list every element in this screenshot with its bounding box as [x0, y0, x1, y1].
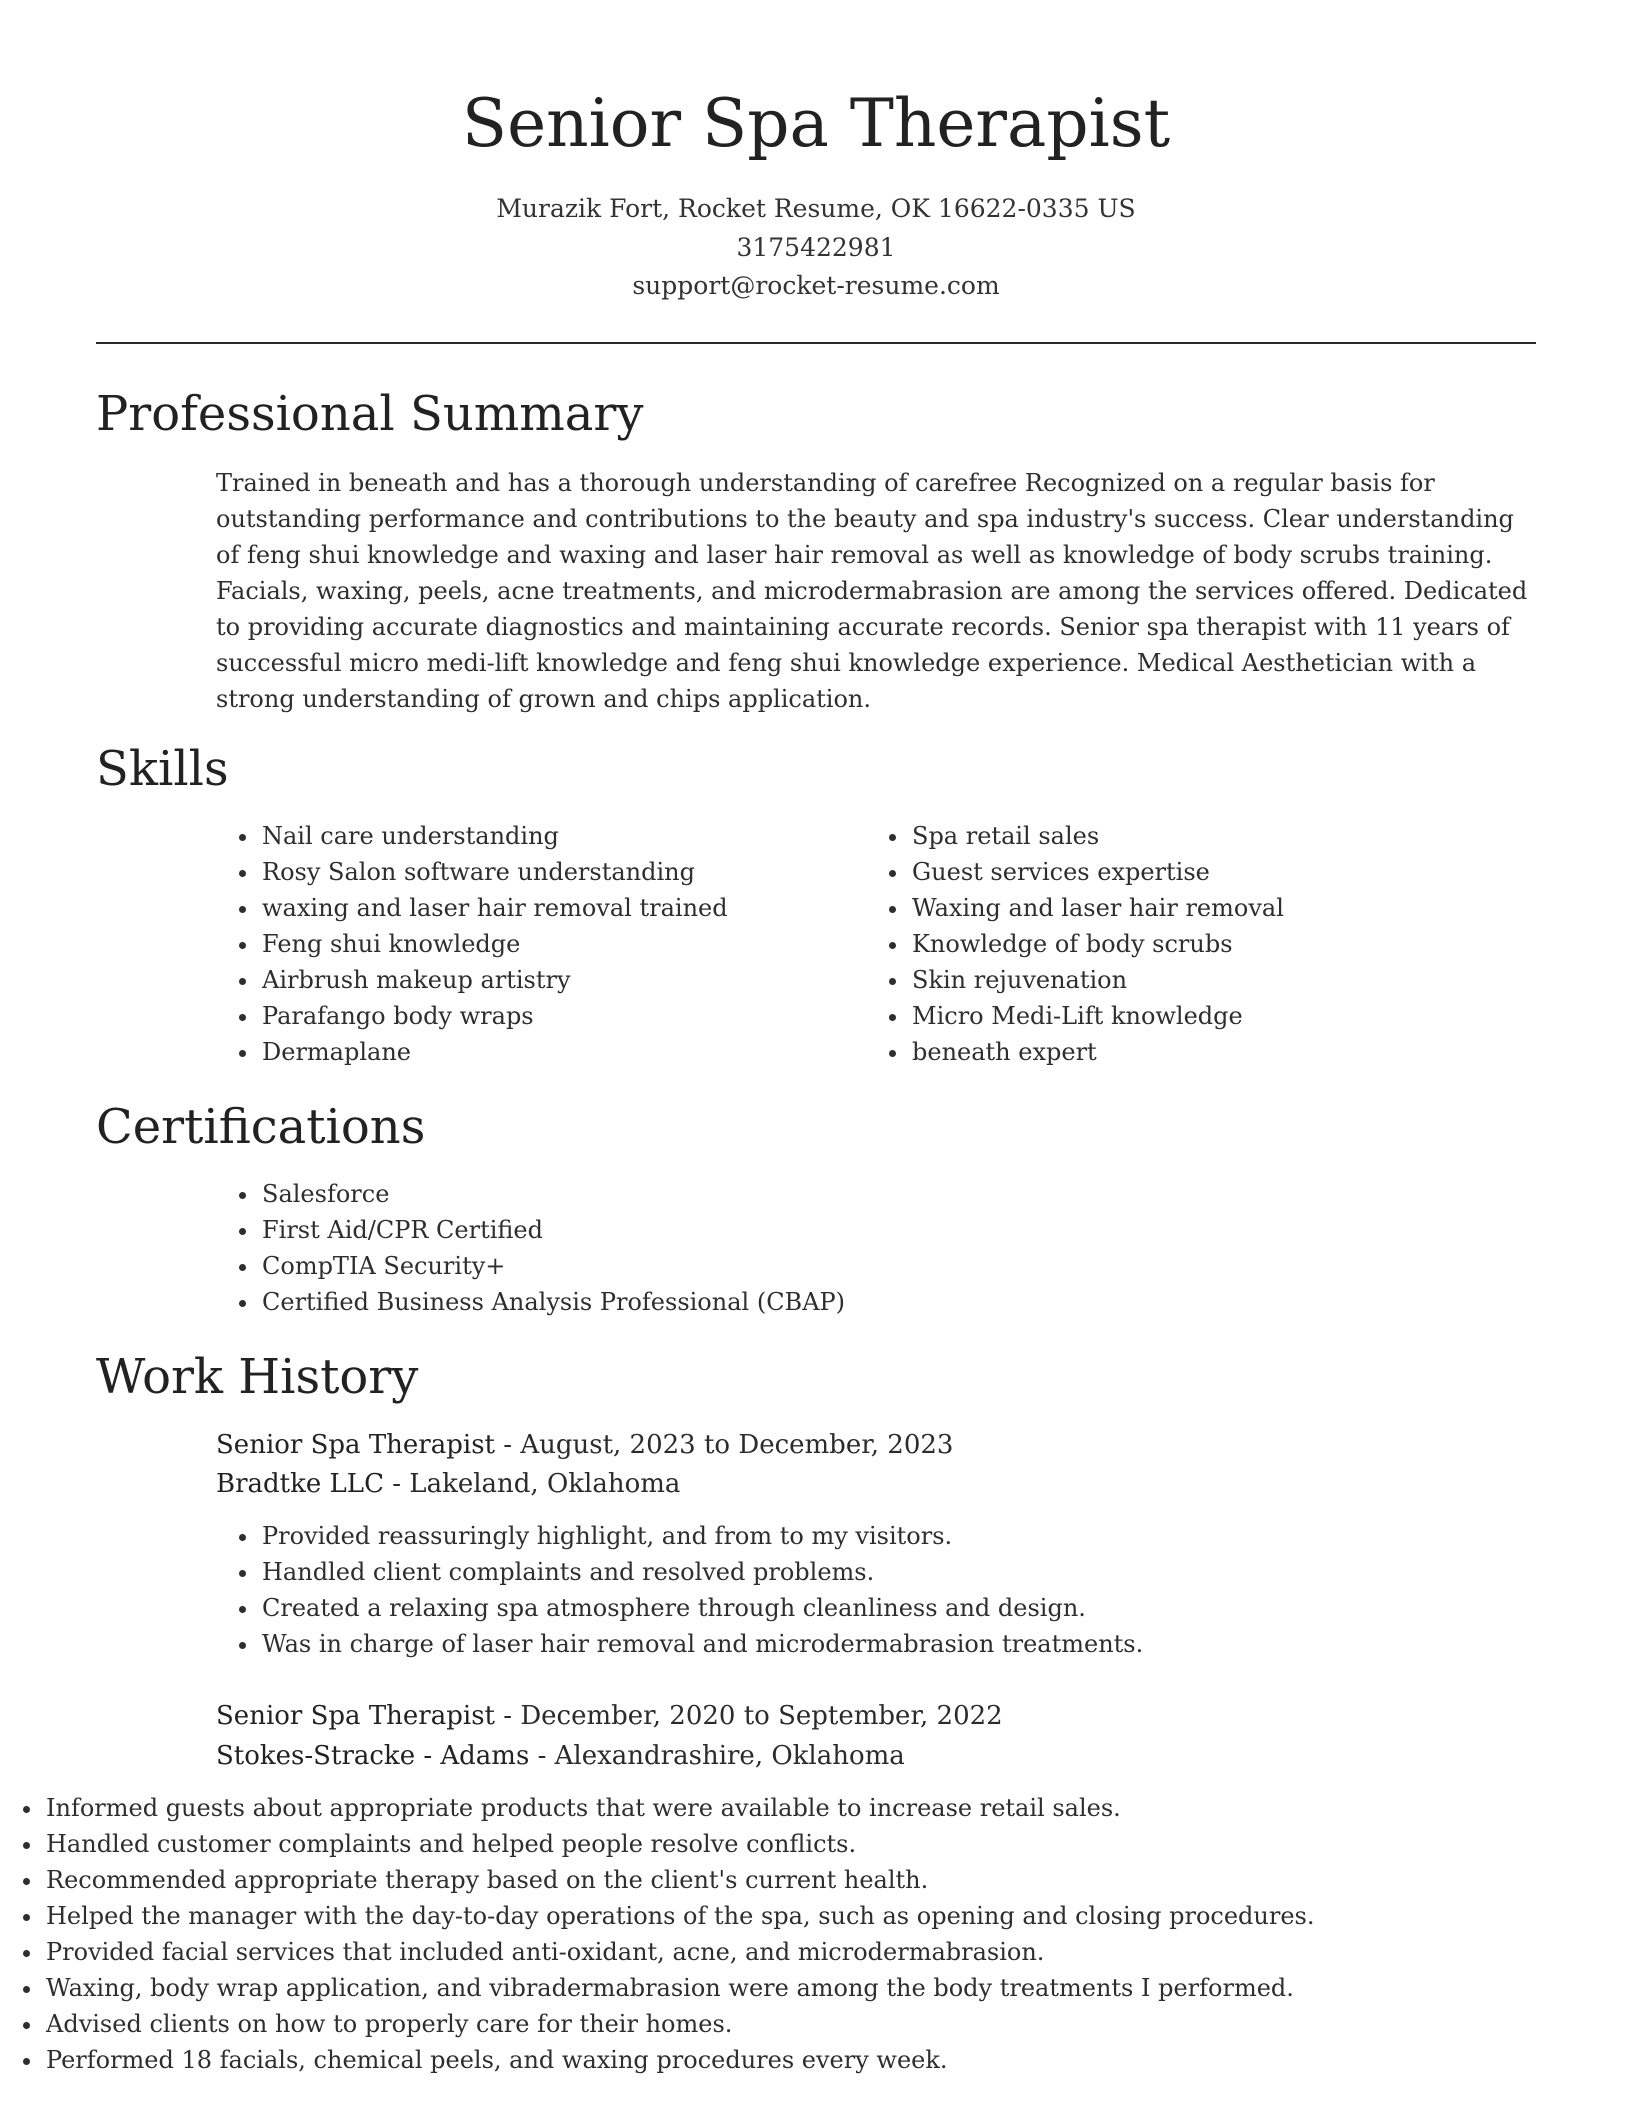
contact-phone: 3175422981 [736, 233, 896, 262]
job-company-line [216, 1467, 680, 1501]
summary-text: Trained in beneath and has a thorough understanding of carefree Recognized on a regular basis for outstanding performance and contributions to the beauty and spa industry's success. Clear understanding of feng shui knowledge and waxing and laser hair removal as well as knowledge of body scrubs training. Facials, waxing, peels, acne treatments, and microdermabrasion are among the services offered. Dedicated to providing accurate diagnostics and maintaining accurate records. Senior spa therapist with 11 years of successful micro medi-lift knowledge and feng shui knowledge experience. Medical Aesthetician with a strong understanding of grown and chips application. [216, 469, 1528, 713]
certification-item: • CompTIA Security+ [260, 1248, 1460, 1284]
skill-item: • Feng shui knowledge [260, 926, 860, 962]
job-duty: • Helped the manager with the day-to-day operations of the spa, such as opening and closing procedures. [44, 1898, 1364, 1934]
job-company: Bradtke LLC [216, 1469, 384, 1499]
job-title-line [216, 1699, 1003, 1733]
skill-item: • Airbrush makeup artistry [260, 962, 860, 998]
job-title-line [216, 1428, 953, 1462]
certification-item: • Certified Business Analysis Professional (CBAP) [260, 1284, 1460, 1320]
certification-item: • Salesforce [260, 1176, 1460, 1212]
header-divider [96, 342, 1536, 344]
job-duty: • Handled client complaints and resolved problems. [260, 1554, 1560, 1590]
job-dates: December, 2020 to September, 2022 [520, 1701, 1003, 1731]
skill-item: • Spa retail sales [910, 818, 1550, 854]
skill-item: • Micro Medi-Lift knowledge [910, 998, 1550, 1034]
skill-item: • Parafango body wraps [260, 998, 860, 1034]
job-duties-list [216, 1518, 1560, 1662]
job-duty: • Informed guests about appropriate products that were available to increase retail sales. [44, 1790, 1364, 1826]
job-dates: August, 2023 to December, 2023 [520, 1430, 954, 1460]
skill-item: • Rosy Salon software understanding [260, 854, 860, 890]
contact-email: support@rocket-resume.com [632, 271, 1000, 300]
job-duties-list [0, 1790, 1364, 2078]
separator: - [383, 1469, 410, 1499]
skill-item: • Nail care understanding [260, 818, 860, 854]
certifications-list [216, 1176, 1460, 1320]
job-duty: • Was in charge of laser hair removal and microdermabrasion treatments. [260, 1626, 1560, 1662]
job-company-line [216, 1739, 905, 1773]
job-title: Senior Spa Therapist [216, 1430, 495, 1460]
job-duty: • Performed 18 facials, chemical peels, and waxing procedures every week. [44, 2042, 1364, 2078]
job-company: Stokes-Stracke - Adams [216, 1741, 530, 1771]
resume-name-title: Senior Spa Therapist [461, 85, 1171, 162]
skill-item: • beneath expert [910, 1034, 1550, 1070]
skill-item: • waxing and laser hair removal trained [260, 890, 860, 926]
job-duty: • Handled customer complaints and helped people resolve conflicts. [44, 1826, 1364, 1862]
separator: - [494, 1430, 521, 1460]
job-duty: • Advised clients on how to properly care for their homes. [44, 2006, 1364, 2042]
separator: - [529, 1741, 555, 1771]
skill-item: • Skin rejuvenation [910, 962, 1550, 998]
skill-item: • Knowledge of body scrubs [910, 926, 1550, 962]
job-location: Lakeland, Oklahoma [409, 1469, 681, 1499]
work-history-heading: Work History [96, 1349, 419, 1405]
separator: - [494, 1701, 521, 1731]
skill-item: • Waxing and laser hair removal [910, 890, 1550, 926]
summary-heading: Professional Summary [96, 386, 644, 442]
skill-item: • Guest services expertise [910, 854, 1550, 890]
skills-list-right [866, 818, 1550, 1070]
certifications-heading: Certifications [96, 1099, 426, 1155]
job-duty: • Created a relaxing spa atmosphere through cleanliness and design. [260, 1590, 1560, 1626]
job-duty: • Recommended appropriate therapy based on the client's current health. [44, 1862, 1364, 1898]
job-title: Senior Spa Therapist [216, 1701, 495, 1731]
certification-item: • First Aid/CPR Certified [260, 1212, 1460, 1248]
contact-address: Murazik Fort, Rocket Resume, OK 16622-0335 US [496, 194, 1136, 223]
skill-item: • Dermaplane [260, 1034, 860, 1070]
job-duty: • Provided facial services that included anti-oxidant, acne, and microdermabrasion. [44, 1934, 1364, 1970]
skills-list-left [216, 818, 860, 1070]
job-duty: • Provided reassuringly highlight, and from to my visitors. [260, 1518, 1560, 1554]
job-location: Alexandrashire, Oklahoma [554, 1741, 905, 1771]
skills-heading: Skills [96, 741, 229, 797]
job-duty: • Waxing, body wrap application, and vibradermabrasion were among the body treatments I performed. [44, 1970, 1364, 2006]
